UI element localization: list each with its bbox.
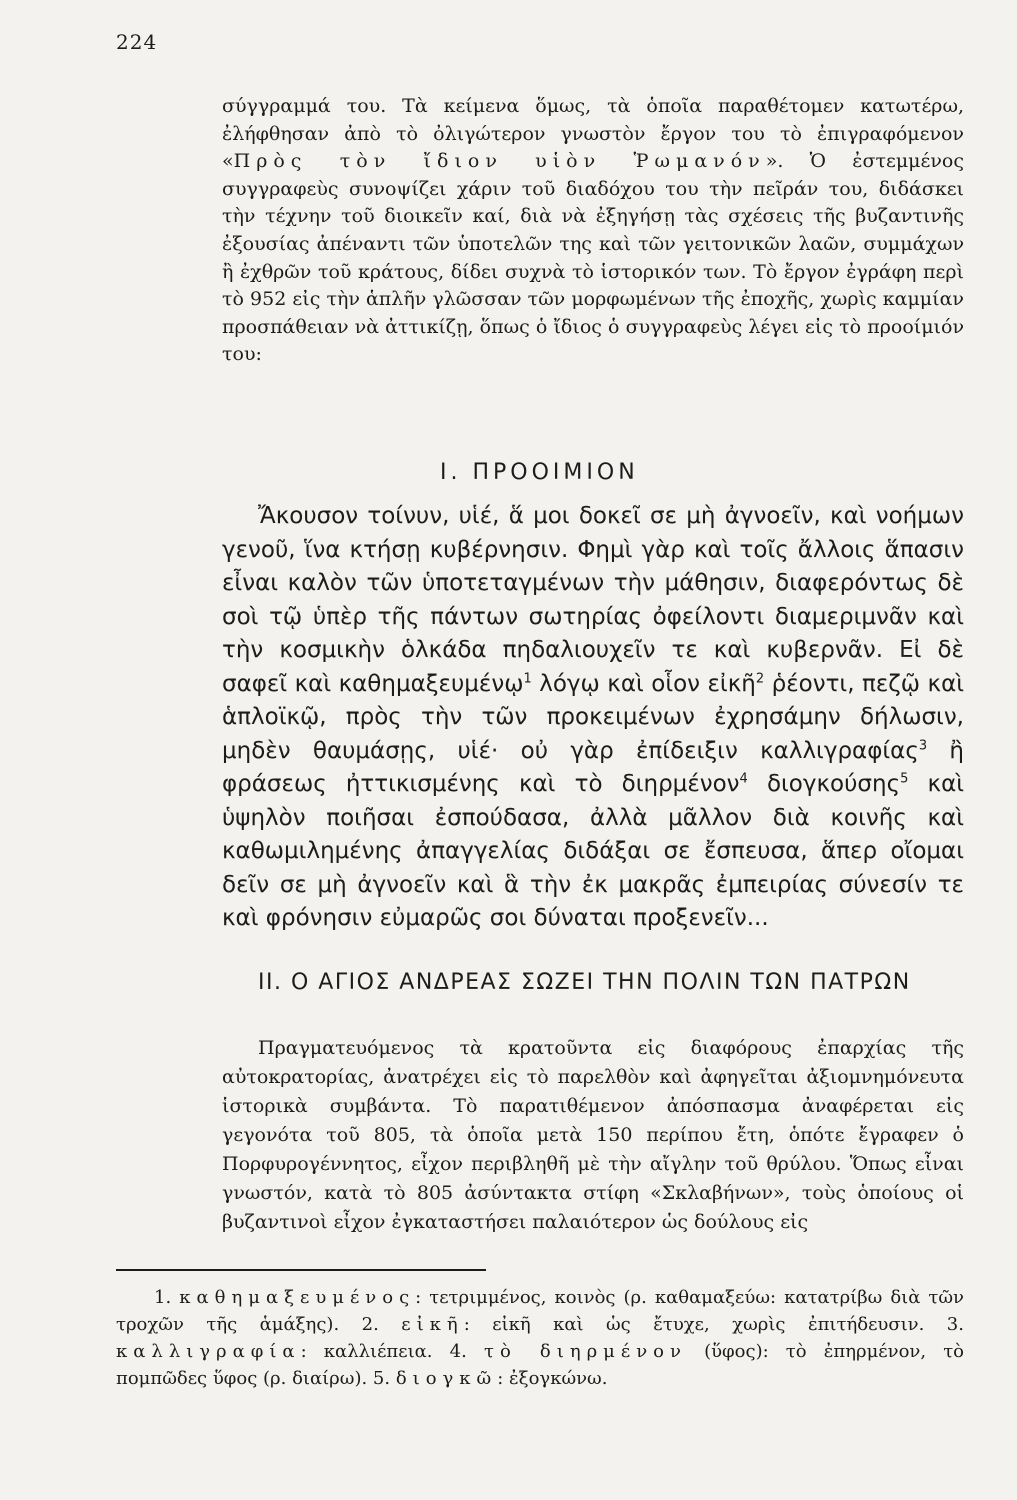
- footnote-definition: : τετριμμένος, κοινὸς (ρ. καθαμαξεύω: κατατρίβω διὰ τῶν τροχῶν τῆς ἁμάξης).: [116, 1287, 964, 1335]
- work-title: Πρὸς τὸν ἴδιον υἱὸν Ῥωμανόν: [233, 150, 766, 173]
- intro-paragraph: [222, 93, 964, 369]
- footnote-number: 5.: [372, 1368, 396, 1389]
- footnotes: [116, 1284, 964, 1392]
- section-heading-prooimion: I. ΠΡΟΟΙΜΙΟΝ: [440, 460, 639, 485]
- excerpt-text: Ἄκουσον τοίνυν, υἱέ, ἅ μοι δοκεῖ σε μὴ ἀγνοεῖν, καὶ νοήμων γενοῦ, ἵνα κτήσῃ κυβέρνησιν. Φημὶ γὰρ καὶ τοῖς ἄλλοις ἅπασιν εἶναι καλὸν τῶν ὑποτεταγμένων τὴν μάθησιν, διαφερόντως δὲ σοὶ τῷ ὑπὲρ τῆς πάντων σωτηρίας ὀφείλοντι διαμεριμνᾶν καὶ τὴν κοσμικὴν ὁλκάδα πηδαλιουχεῖν τε καὶ κυβερνᾶν. Εἰ δὲ σαφεῖ καὶ καθημαξευμένῳ: [222, 503, 964, 697]
- footnote-term: τὸ διηρμένον: [483, 1341, 687, 1362]
- footnote-definition: (ὕφος): τὸ ἐπηρμένον, τὸ πομπῶδες ὕφος (ρ. διαίρω).: [116, 1341, 965, 1389]
- summary-paragraph: Πραγματευόμενος τὰ κρατοῦντα εἰς διαφόρους ἐπαρχίας τῆς αὐτοκρατορίας, ἀνατρέχει εἰς τὸ παρελθὸν καὶ ἀφηγεῖται ἀξιομνημόνευτα ἱστορικὰ συμβάντα. Τὸ παρατιθέμενον ἀπόσπασμα ἀναφέρεται εἰς γεγονότα τοῦ 805, τὰ ὁποῖα μετὰ 150 περίπου ἔτη, ὁπότε ἔγραφεν ὁ Πορφυρογέννητος, εἶχον περιβληθῆ μὲ τὴν αἴγλην τοῦ θρύλου. Ὅπως εἶναι γνωστόν, κατὰ τὸ 805 ἀσύντακτα στίφη «Σκλαβήνων», τοὺς ὁποίους οἱ βυζαντινοὶ εἶχον ἐγκαταστήσει παλαιότερον ὡς δούλους εἰς: [222, 1037, 964, 1233]
- footnote-number: 2.: [361, 1314, 402, 1335]
- intro-text-end: ». Ὁ ἐστεμμένος συγγραφεὺς συνοψίζει χάριν τοῦ διαδόχου του τὴν πεῖράν του, διδάσκει τὴν τέχνην τοῦ διοικεῖν καί, διὰ νὰ ἐξηγήσῃ τὰς σχέσεις τῆς βυζαντινῆς ἐξουσίας ἀπέναντι τῶν ὑποτελῶν της καὶ τῶν γειτονικῶν λαῶν, συμμάχων ἢ ἐχθρῶν τοῦ κράτους, δίδει συχνὰ τὸ ἱστορικόν των. Τὸ ἔργον ἐγράφη περὶ τὸ 952 εἰς τὴν ἁπλῆν γλῶσσαν τῶν μορφωμένων τῆς ἐποχῆς, χωρὶς καμμίαν προσπάθειαν νὰ ἀττικίζῃ, ὅπως ὁ ἴδιος ὁ συγγραφεὺς λέγει εἰς τὸ προοίμιόν του:: [222, 150, 964, 366]
- footnote-term: διογκῶ: [395, 1368, 498, 1389]
- excerpt-text: λόγῳ καὶ οἷον εἰκῆ: [531, 670, 756, 697]
- footnote-definition: : ἐξογκώνω.: [497, 1368, 608, 1389]
- footnote-divider: [116, 1269, 486, 1271]
- footnote-term: καλλιγραφία: [116, 1341, 301, 1362]
- footnote-definition: : καλλιέπεια.: [300, 1341, 450, 1362]
- excerpt-text: ἢ φράσεως ἠττικισμένης καὶ τὸ διηρμένον: [222, 737, 964, 797]
- footnote-ref: 5: [900, 771, 909, 787]
- section-heading-agios-andreas: II. Ο ΑΓΙΟΣ ΑΝΔΡΕΑΣ ΣΩΖΕΙ ΤΗΝ ΠΟΛΙΝ ΤΩΝ ΠΑΤΡΩΝ: [258, 970, 911, 995]
- page-number: 224: [116, 30, 158, 54]
- excerpt-text: διογκούσης: [747, 771, 901, 797]
- excerpt-text: καὶ ὑψηλὸν ποιῆσαι ἐσπούδασα, ἀλλὰ μᾶλλον διὰ κοινῆς καὶ καθωμιλημένης ἀπαγγελίας διδάξαι σε ἔσπευσα, ἅπερ οἴομαι δεῖν σε μὴ ἀγνοεῖν καὶ ἃ τὴν ἐκ μακρᾶς ἐμπειρίας σύνεσίν τε καὶ φρόνησιν εὐμαρῶς σοι δύναται προξενεῖν...: [222, 771, 965, 931]
- footnote-ref: 1: [523, 670, 532, 686]
- footnote-term: εἰκῆ: [401, 1314, 464, 1335]
- excerpt-text: ῥέοντι, πεζῷ καὶ ἁπλοϊκῷ, πρὸς τὴν τῶν προκειμένων ἐχρησάμην δήλωσιν, μηδὲν θαυμάσῃς, υἱέ· οὐ γὰρ ἐπίδειξιν καλλιγραφίας: [222, 670, 965, 764]
- footnote-number: 4.: [449, 1341, 484, 1362]
- footnote-number: 3.: [946, 1314, 964, 1335]
- excerpt-prooimion: [222, 500, 964, 936]
- footnote-ref: 4: [739, 771, 748, 787]
- footnote-number: 1.: [154, 1287, 180, 1308]
- intro-text-start: σύγγραμμά του. Τὰ κείμενα ὅμως, τὰ ὁποῖα παραθέτομεν κατωτέρω, ἐλήφθησαν ἀπὸ τὸ ὀλιγώτερον γνωστὸν ἔργον του τὸ ἐπιγραφόμενον «: [222, 95, 964, 173]
- footnote-definition: : εἰκῆ καὶ ὡς ἔτυχε, χωρὶς ἐπιτήδευσιν.: [463, 1314, 947, 1335]
- footnote-term: καθημαξευμένος: [179, 1287, 416, 1308]
- footnote-ref: 2: [755, 670, 765, 686]
- footnote-ref: 3: [918, 737, 928, 753]
